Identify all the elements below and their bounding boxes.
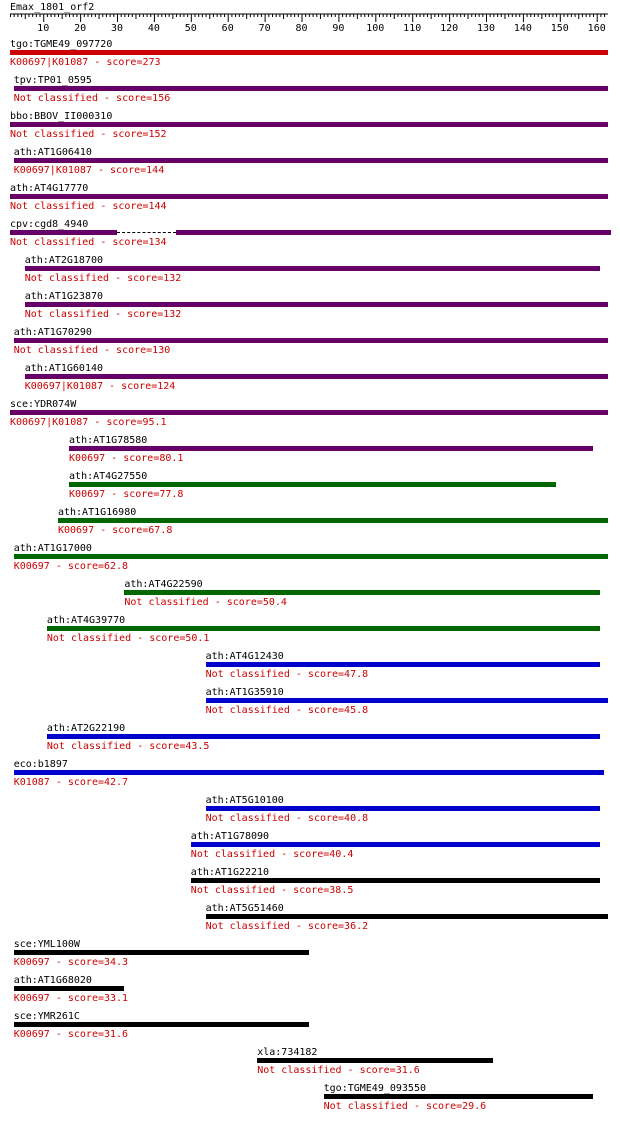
hit-name[interactable]: tgo:TGME49_093550 [323, 1083, 426, 1094]
hit-bar[interactable] [14, 86, 608, 91]
hit-score: 156 [152, 93, 171, 104]
hit-score-line [257, 1065, 420, 1076]
hit-name[interactable]: ath:AT1G06410 [13, 147, 92, 158]
hit-annotation: Not classified [13, 93, 98, 104]
score-separator: - score= [91, 165, 147, 176]
hit-annotation: Not classified [190, 849, 276, 860]
hit-bar[interactable] [191, 842, 601, 847]
score-separator: - score= [97, 345, 153, 356]
hit-score: 40.4 [329, 849, 354, 860]
hit-name[interactable]: ath:AT2G18700 [24, 255, 104, 266]
hit-name[interactable]: ath:AT4G12430 [205, 651, 284, 662]
hit-bar[interactable] [47, 734, 601, 739]
hit-bar[interactable] [69, 482, 556, 487]
hit-annotation: Not classified [190, 885, 276, 896]
hit-annotation: Not classified [24, 273, 110, 284]
hit-score-line [10, 129, 167, 140]
hit-score-line [14, 957, 128, 968]
hit-score-line [206, 705, 369, 716]
hit-annotation: K00697|K01087 [10, 57, 89, 68]
hit-score-line [14, 165, 165, 176]
hit-name[interactable]: ath:AT2G22190 [46, 723, 126, 734]
score-separator: - score= [289, 813, 345, 824]
score-separator: - score= [49, 957, 104, 968]
hit-name[interactable]: sce:YDR074W [10, 399, 77, 410]
score-separator: - score= [275, 885, 330, 896]
hit-score: 80.1 [159, 453, 184, 464]
hit-score-line [25, 273, 182, 284]
hit-annotation: K00697 [13, 561, 50, 572]
hit-name[interactable]: ath:AT4G17770 [10, 183, 89, 194]
hit-annotation: K00697|K01087 [24, 381, 104, 392]
hit-bar[interactable] [69, 446, 593, 451]
score-separator: - score= [131, 741, 186, 752]
hit-bar[interactable] [206, 662, 601, 667]
hit-bar[interactable] [25, 266, 601, 271]
hit-name[interactable]: ath:AT4G39770 [46, 615, 126, 626]
hit-bar-segment[interactable] [176, 230, 611, 235]
hit-score-line [206, 669, 369, 680]
tick-label: 100 [366, 23, 385, 34]
hit-bar[interactable] [14, 338, 608, 343]
hit-name[interactable]: bbo:BBOV_II000310 [10, 111, 113, 122]
hit-annotation: K01087 [13, 777, 50, 788]
hit-annotation: K00697 [57, 525, 95, 536]
hit-score-line [25, 309, 182, 320]
hit-bar[interactable] [324, 1094, 593, 1099]
hit-annotation: K00697|K01087 [13, 165, 92, 176]
score-separator: - score= [289, 705, 345, 716]
score-separator: - score= [208, 597, 263, 608]
hit-gap [117, 232, 176, 233]
hit-name[interactable]: ath:AT1G16980 [57, 507, 137, 518]
hit-score: 43.5 [185, 741, 210, 752]
hit-bar[interactable] [14, 1022, 309, 1027]
hit-annotation: Not classified [205, 813, 290, 824]
hit-score-line [14, 1029, 128, 1040]
hit-annotation: Not classified [10, 237, 95, 248]
hit-name[interactable]: sce:YML100W [13, 939, 80, 950]
hit-score: 33.1 [104, 993, 129, 1004]
hit-score: 152 [148, 129, 167, 140]
score-separator: - score= [94, 525, 149, 536]
hit-score-line [206, 921, 369, 932]
hit-bar[interactable] [14, 950, 309, 955]
hit-bar[interactable] [257, 1058, 493, 1063]
hit-annotation: Not classified [46, 741, 132, 752]
hit-bar[interactable] [206, 698, 608, 703]
tick-label: 130 [476, 23, 496, 34]
hit-bar[interactable] [124, 590, 600, 595]
hit-annotation: K00697 [69, 453, 106, 464]
hit-score: 77.8 [159, 489, 184, 500]
hit-annotation: K00697 [69, 489, 106, 500]
hit-score-line [10, 201, 167, 212]
hit-score: 50.1 [185, 633, 210, 644]
hit-name[interactable]: tpv:TP01_0595 [13, 75, 92, 86]
hit-name[interactable]: ath:AT5G51460 [205, 903, 284, 914]
hit-bar-segment[interactable] [10, 230, 117, 235]
score-separator: - score= [407, 1101, 463, 1112]
hit-bar[interactable] [206, 914, 608, 919]
score-separator: - score= [105, 489, 160, 500]
hit-score: 29.6 [462, 1101, 487, 1112]
hit-score-line [69, 489, 183, 500]
hit-annotation: Not classified [10, 201, 95, 212]
hit-score-line [69, 453, 183, 464]
hit-score: 31.6 [395, 1065, 420, 1076]
hit-score: 95.1 [142, 417, 167, 428]
hit-bar[interactable] [14, 554, 608, 559]
hit-score: 34.3 [104, 957, 129, 968]
position-ruler [0, 0, 620, 34]
hit-name[interactable]: ath:AT1G22210 [190, 867, 270, 878]
hit-score: 273 [142, 57, 161, 68]
hit-score: 132 [163, 273, 182, 284]
tick-label: 10 [37, 23, 50, 34]
hit-score-line [47, 633, 210, 644]
hit-annotation: Not classified [46, 633, 132, 644]
hit-bar[interactable] [25, 374, 608, 379]
tick-label: 160 [587, 23, 606, 34]
query-title: Emax_1801_orf2 [10, 2, 95, 13]
ruler-ticks [11, 14, 606, 34]
hit-score-line [14, 93, 171, 104]
hit-score-line [324, 1101, 487, 1112]
hit-score: 38.5 [329, 885, 354, 896]
hit-bar[interactable] [206, 806, 601, 811]
hit-score: 40.8 [344, 813, 369, 824]
score-separator: - score= [94, 237, 149, 248]
hit-score: 50.4 [262, 597, 287, 608]
hit-name[interactable]: ath:AT1G60140 [24, 363, 104, 374]
hit-name[interactable]: xla:734182 [257, 1047, 318, 1058]
hit-name[interactable]: ath:AT1G35910 [205, 687, 284, 698]
hit-score: 45.8 [344, 705, 369, 716]
tick-label: 20 [74, 23, 87, 34]
hit-bar[interactable] [191, 878, 601, 883]
hit-annotation: Not classified [257, 1065, 342, 1076]
hit-score-line [191, 885, 354, 896]
hit-bar[interactable] [10, 194, 608, 199]
hit-score: 134 [148, 237, 167, 248]
hit-bar[interactable] [47, 626, 601, 631]
hit-score-line [206, 813, 369, 824]
hit-bar[interactable] [10, 410, 608, 415]
tick-label: 50 [184, 23, 197, 34]
hit-annotation: K00697 [13, 1029, 50, 1040]
hit-annotation: K00697 [13, 957, 50, 968]
hit-score-line [14, 345, 171, 356]
hit-score-line [58, 525, 172, 536]
hit-score: 31.6 [104, 1029, 129, 1040]
hit-score-line [191, 849, 354, 860]
hit-annotation: Not classified [124, 597, 209, 608]
hit-score: 47.8 [344, 669, 369, 680]
score-separator: - score= [49, 993, 104, 1004]
hit-score: 132 [163, 309, 182, 320]
hit-name[interactable]: cpv:cgd8_4940 [10, 219, 89, 230]
hit-name[interactable]: ath:AT4G22590 [124, 579, 203, 590]
hit-name[interactable]: ath:AT4G27550 [69, 471, 148, 482]
score-separator: - score= [88, 57, 143, 68]
score-separator: - score= [49, 561, 104, 572]
tick-label: 150 [550, 23, 569, 34]
tick-label: 40 [147, 23, 160, 34]
hit-name[interactable]: ath:AT1G78090 [190, 831, 270, 842]
hit-name[interactable]: ath:AT1G68020 [13, 975, 92, 986]
hit-annotation: Not classified [205, 921, 290, 932]
tick-label: 140 [513, 23, 532, 34]
hit-score-line [14, 561, 128, 572]
hit-annotation: Not classified [323, 1101, 408, 1112]
hit-name[interactable]: ath:AT1G17000 [13, 543, 92, 554]
hit-annotation: Not classified [205, 705, 290, 716]
hit-score: 144 [146, 165, 165, 176]
hit-score-line [10, 57, 161, 68]
hit-score: 124 [157, 381, 176, 392]
hit-score: 36.2 [344, 921, 369, 932]
tick-label: 60 [221, 23, 234, 34]
score-separator: - score= [49, 1029, 104, 1040]
hit-name[interactable]: ath:AT1G78580 [69, 435, 148, 446]
hit-name[interactable]: ath:AT5G10100 [205, 795, 284, 806]
hit-score-line [10, 417, 167, 428]
hit-annotation: Not classified [10, 129, 95, 140]
score-separator: - score= [109, 273, 164, 284]
hit-annotation: Not classified [13, 345, 98, 356]
score-separator: - score= [289, 669, 345, 680]
hit-score: 42.7 [104, 777, 129, 788]
hit-score: 62.8 [104, 561, 129, 572]
score-separator: - score= [131, 633, 186, 644]
tick-label: 80 [295, 23, 308, 34]
hit-score-line [10, 237, 167, 248]
score-separator: - score= [105, 453, 160, 464]
hit-bar[interactable] [14, 770, 604, 775]
hit-bar[interactable] [10, 122, 608, 127]
hit-annotation: Not classified [205, 669, 290, 680]
tick-label: 70 [258, 23, 271, 34]
hit-score-line [14, 993, 128, 1004]
hit-bar[interactable] [25, 302, 608, 307]
hit-bar[interactable] [14, 158, 608, 163]
score-separator: - score= [109, 309, 164, 320]
hit-score-line [25, 381, 176, 392]
hit-annotation: K00697|K01087 [10, 417, 89, 428]
score-separator: - score= [94, 201, 149, 212]
score-separator: - score= [49, 777, 104, 788]
hit-bar[interactable] [14, 986, 125, 991]
hit-annotation: K00697 [13, 993, 50, 1004]
tick-label: 110 [403, 23, 422, 34]
score-separator: - score= [97, 93, 153, 104]
hit-name[interactable]: sce:YMR261C [13, 1011, 80, 1022]
hit-bar[interactable] [58, 518, 608, 523]
score-separator: - score= [341, 1065, 396, 1076]
hit-bar[interactable] [10, 50, 608, 55]
hit-score-line [47, 741, 210, 752]
hit-score: 144 [148, 201, 167, 212]
score-separator: - score= [103, 381, 158, 392]
hit-annotation: Not classified [24, 309, 110, 320]
score-separator: - score= [275, 849, 330, 860]
hit-score-line [124, 597, 287, 608]
tick-label: 30 [110, 23, 124, 34]
hit-name[interactable]: eco:b1897 [13, 759, 68, 770]
hit-name[interactable]: ath:AT1G23870 [24, 291, 104, 302]
hit-name[interactable]: ath:AT1G70290 [13, 327, 92, 338]
score-separator: - score= [289, 921, 345, 932]
hit-name[interactable]: tgo:TGME49_097720 [10, 39, 113, 50]
tick-label: 90 [332, 23, 345, 34]
score-separator: - score= [94, 129, 149, 140]
score-separator: - score= [88, 417, 143, 428]
hit-score: 67.8 [148, 525, 173, 536]
hit-score-line [14, 777, 128, 788]
hit-score: 130 [152, 345, 171, 356]
tick-label: 120 [440, 23, 459, 34]
